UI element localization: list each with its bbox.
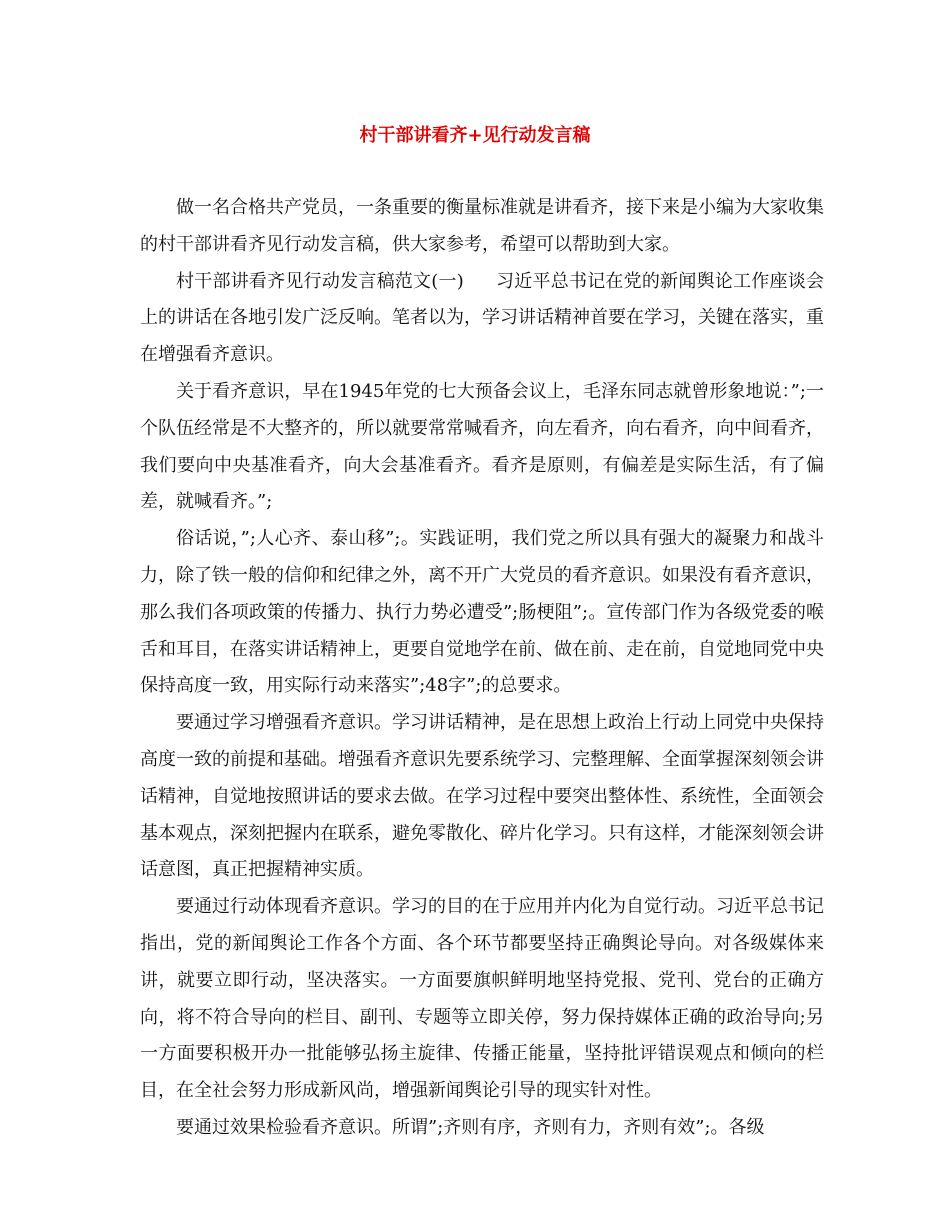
paragraph-effect: 要通过效果检验看齐意识。所谓”;齐则有序，齐则有力，齐则有效”;。各级: [176, 1116, 765, 1138]
paragraph-mao-quote: 关于看齐意识，早在1945年党的七大预备会议上，毛泽东同志就曾形象地说：”;一个队伍经常是不大整齐的，所以就要常常喊看齐，向左看齐，向右看齐，向中间看齐，我们要向中央基准看齐，向大会基准看齐。看齐是原则，有偏差是实际生活，有了偏差，就喊看齐。”;: [140, 380, 824, 513]
document-body: [140, 190, 824, 1147]
document-title: 村干部讲看齐+见行动发言稿: [359, 125, 591, 146]
paragraph-action: 要通过行动体现看齐意识。学习的目的在于应用并内化为自觉行动。习近平总书记指出，党的新闻舆论工作各个方面、各个环节都要坚持正确舆论导向。对各级媒体来讲，就要立即行动，坚决落实。一方面要旗帜鲜明地坚持党报、党刊、党台的正确方向，将不符合导向的栏目、副刊、专题等立即关停，努力保持媒体正确的政治导向;另一方面要积极开办一批能够弘扬主旋律、传播正能量，坚持批评错误观点和倾向的栏目，在全社会努力形成新风尚，增强新闻舆论引导的现实针对性。: [140, 896, 824, 1102]
sample-heading-label: 村干部讲看齐见行动发言稿范文(一): [176, 270, 464, 292]
paragraph-study: 要通过学习增强看齐意识。学习讲话精神，是在思想上政治上行动上同党中央保持高度一致的前提和基础。增强看齐意识先要系统学习、完整理解、全面掌握深刻领会讲话精神，自觉地按照讲话的要求去做。在学习过程中要突出整体性、系统性，全面领会基本观点，深刻把握内在联系，避免零散化、碎片化学习。只有这样，才能深刻领会讲话意图，真正把握精神实质。: [140, 712, 824, 881]
paragraph-saying: 俗话说，”;人心齐、泰山移”;。实践证明，我们党之所以具有强大的凝聚力和战斗力，除了铁一般的信仰和纪律之外，离不开广大党员的看齐意识。如果没有看齐意识，那么我们各项政策的传播力、执行力势必遭受”;肠梗阻”;。宣传部门作为各级党委的喉舌和耳目，在落实讲话精神上，更要自觉地学在前、做在前、走在前，自觉地同党中央保持高度一致，用实际行动来落实”;48字”;的总要求。: [140, 528, 824, 697]
paragraph-sample-heading: [140, 264, 824, 374]
paragraph-intro: 做一名合格共产党员，一条重要的衡量标准就是讲看齐，接下来是小编为大家收集的村干部讲看齐见行动发言稿，供大家参考，希望可以帮助到大家。: [140, 197, 824, 255]
sample-opening-text: 习近平总书记在党的新闻舆论工作座谈会上的讲话在各地引发广泛反响。笔者以为，学习讲话精神首要在学习，关键在落实，重在增强看齐意识。: [140, 270, 825, 366]
